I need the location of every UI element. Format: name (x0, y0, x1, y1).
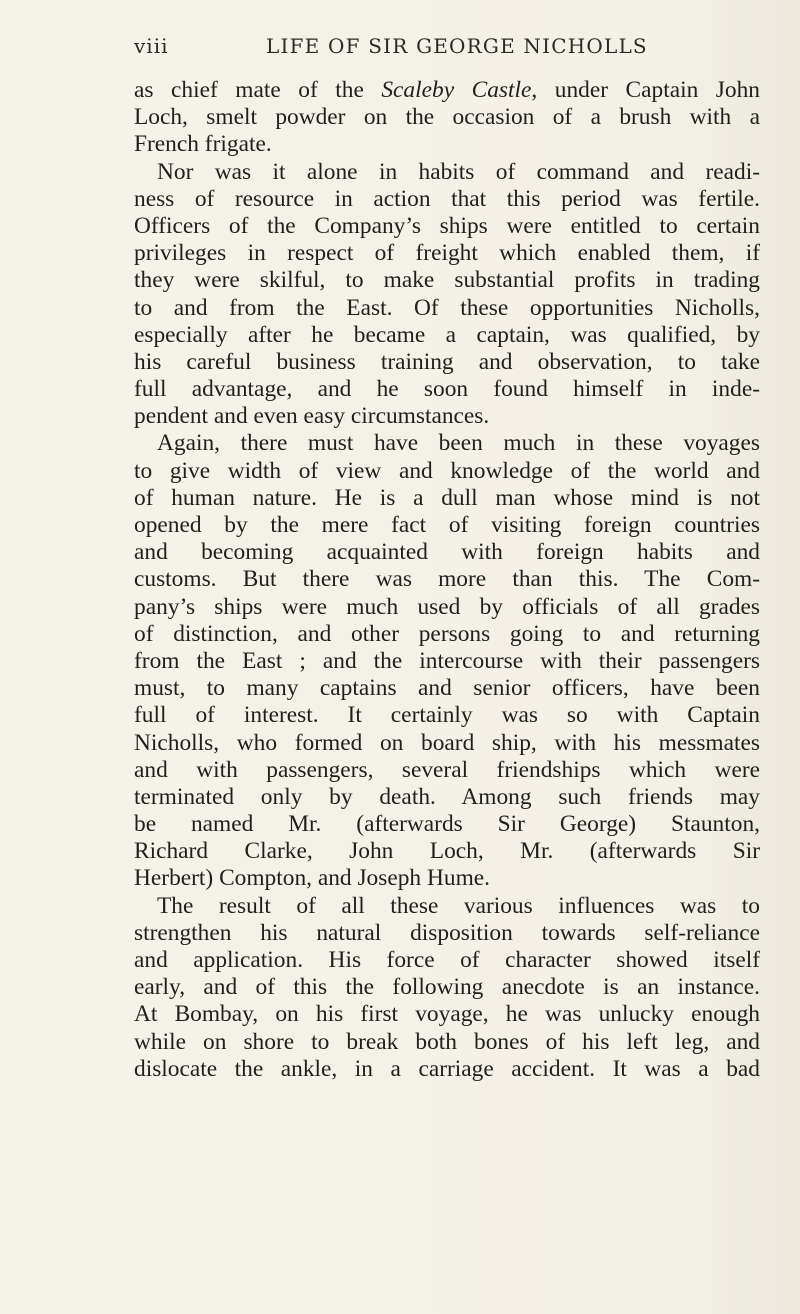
running-title: LIFE OF SIR GEORGE NICHOLLS (266, 34, 648, 58)
text-line: and becoming acquainted with foreign habits and (134, 539, 760, 566)
text-line: opened by the mere fact of visiting foreign countries (134, 512, 760, 538)
ship-name: Scaleby Castle (381, 77, 532, 103)
text-line: Loch, smelt powder on the occasion of a brush with a (134, 104, 760, 131)
text-line: privileges in respect of freight which enabled them, if (134, 240, 760, 267)
text-line: Richard Clarke, John Loch, Mr. (afterwards Sir (134, 838, 760, 865)
text-line: full advantage, and he soon found himself in inde- (134, 376, 760, 403)
text-line: French frigate. (134, 131, 272, 158)
text-line: to give width of view and knowledge of the world and (134, 457, 760, 484)
text-line: terminated only by death. Among such friends may (134, 783, 760, 810)
body-text (134, 77, 760, 1083)
text-line: The result of all these various influences was to (157, 892, 760, 919)
text-line: of human nature. He is a dull man whose mind is not (134, 484, 760, 511)
text-line: Officers of the Company’s ships were entitled to certain (134, 212, 760, 239)
text-line: dislocate the ankle, in a carriage accident. It was a bad (134, 1055, 760, 1082)
text-line: ness of resource in action that this period was fertile. (134, 185, 760, 212)
text-line: Herbert) Compton, and Joseph Hume. (134, 865, 490, 892)
text-line: pany’s ships were much used by officials of all grades (134, 593, 760, 620)
text-line: Nicholls, who formed on board ship, with his messmates (134, 729, 760, 756)
text-line: and with passengers, several friendships which were (134, 756, 760, 783)
text-line: be named Mr. (afterwards Sir George) Staunton, (134, 811, 760, 838)
text-line: they were skilful, to make substantial profits in trading (134, 267, 760, 294)
page-number: viii (134, 34, 169, 58)
text-line: his careful business training and observation, to take (134, 348, 760, 375)
text-line: especially after he became a captain, was qualified, by (134, 321, 760, 348)
text-line: early, and of this the following anecdote is an instance. (134, 974, 760, 1001)
text-line: Nor was it alone in habits of command and readi- (157, 158, 760, 185)
text-line: and application. His force of character showed itself (134, 947, 760, 973)
text-line: customs. But there was more than this. The Com- (134, 566, 760, 593)
text-line: to and from the East. Of these opportunities Nicholls, (134, 294, 760, 321)
text-line: full of interest. It certainly was so with Captain (134, 702, 760, 729)
text-line: while on shore to break both bones of his left leg, and (134, 1028, 760, 1055)
text-line: of distinction, and other persons going to and returning (134, 620, 760, 647)
text-line: from the East ; and the intercourse with their passengers (134, 647, 760, 674)
text-line: strengthen his natural disposition towards self-reliance (134, 919, 760, 946)
text-line: Again, there must have been much in these voyages (157, 430, 760, 457)
text-line: as chief mate of the Scaleby Castle, under Captain John (134, 77, 760, 103)
text-line: pendent and even easy circumstances. (134, 403, 490, 430)
text-line: must, to many captains and senior officers, have been (134, 675, 760, 702)
page-header (134, 34, 750, 64)
text-line: At Bombay, on his first voyage, he was unlucky enough (134, 1001, 760, 1028)
